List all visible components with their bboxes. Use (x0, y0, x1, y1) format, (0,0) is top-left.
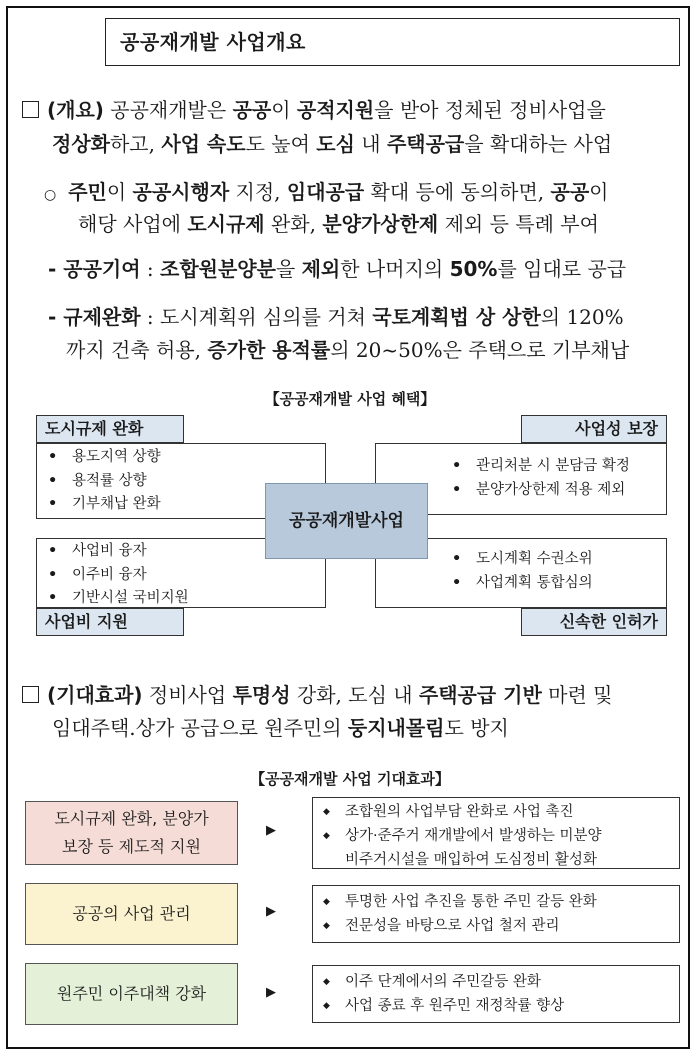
list-item: • 관리처분 시 분담금 확정 (452, 455, 630, 479)
overview-line-1: (개요) 공공재개발은 공공이 공적지원을 받아 정체된 정비사업을 (22, 93, 606, 127)
label-fast-permit: 신속한 인허가 (521, 608, 667, 636)
list-item: • 용적률 상향 (48, 470, 161, 494)
list-item: ◆ 조합원의 사업부담 완화로 사업 촉진 (321, 800, 673, 824)
effect-detail-institutional (312, 797, 680, 869)
benefits-caption: 【공공재개발 사업 혜택】 (264, 390, 436, 408)
effect-label-relocation: 원주민 이주대책 강화 (25, 963, 238, 1025)
overview-line-2: 정상화하고, 사업 속도도 높여 도심 내 주택공급을 확대하는 사업 (52, 132, 613, 156)
list-item-continuation: 비주거시설을 매입하여 도심정비 활성화 (345, 852, 597, 868)
list-item: ◆ 상가·준주거 재개발에서 발생하는 미분양 (321, 824, 673, 848)
effect-label-line: 보장 등 제도적 지원 (62, 837, 201, 856)
arrow-right-icon: ▶ (266, 985, 276, 1000)
list-item: • 분양가상한제 적용 제외 (452, 479, 630, 503)
tl-list (48, 446, 161, 517)
list-item: ◆ 전문성을 바탕으로 사업 철저 관리 (321, 914, 673, 938)
label-urban-deregulation: 도시규제 완화 (36, 415, 184, 443)
effect-detail-public-management (312, 885, 680, 943)
deregulation-line-1: - 규제완화 : 도시계획위 심의를 거쳐 국토계획법 상 상한의 120% (48, 305, 624, 329)
list-item: • 사업계획 통합심의 (452, 572, 593, 596)
arrow-right-icon: ▶ (266, 823, 276, 838)
bl-list (48, 540, 189, 611)
effect-label-public-management: 공공의 사업 관리 (25, 883, 238, 945)
circle-bullet-icon: ○ (44, 187, 57, 203)
list-item: ◆ 투명한 사업 추진을 통한 주민 갈등 완화 (321, 890, 673, 914)
list-item: ◆ 사업 종료 후 원주민 재정착률 향상 (321, 994, 673, 1018)
list-item: • 도시계획 수권소위 (452, 548, 593, 572)
deregulation-line-2: 까지 건축 허용, 증가한 용적률의 20~50%은 주택으로 기부채납 (66, 338, 630, 362)
list-item: • 기반시설 국비지원 (48, 587, 189, 611)
expected-caption: 【공공재개발 사업 기대효과】 (250, 770, 450, 788)
tr-list (452, 455, 630, 502)
list-item: • 이주비 융자 (48, 564, 189, 588)
label-project-cost-support: 사업비 지원 (36, 608, 184, 636)
list-item: ◆ 이주 단계에서의 주민갈등 완화 (321, 970, 673, 994)
checkbox-square-icon (22, 686, 39, 703)
arrow-right-icon: ▶ (266, 904, 276, 919)
effect-label-line: 도시규제 완화, 분양가 (54, 809, 209, 828)
list-item: • 용도지역 상향 (48, 446, 161, 470)
effect-detail-relocation (312, 965, 680, 1023)
checkbox-square-icon (22, 101, 39, 118)
br-list (452, 548, 593, 595)
list-item: • 사업비 융자 (48, 540, 189, 564)
label-profitability-guarantee: 사업성 보장 (521, 415, 667, 443)
public-contribution-line: - 공공기여 : 조합원분양분을 제외한 나머지의 50%를 임대로 공급 (48, 257, 627, 281)
overview-sub-line-1: ○ 주민이 공공시행자 지정, 임대공급 확대 등에 동의하면, 공공이 (44, 180, 609, 204)
expected-line-2: 임대주택.상가 공급으로 원주민의 둥지내몰림도 방지 (52, 716, 509, 740)
expected-line-1: (기대효과) 정비사업 투명성 강화, 도심 내 주택공급 기반 마련 및 (22, 678, 613, 712)
page-title: 공공재개발 사업개요 (105, 18, 680, 66)
list-item: • 기부채납 완화 (48, 493, 161, 517)
center-project-box: 공공재개발사업 (265, 483, 428, 559)
overview-sub-line-2: 해당 사업에 도시규제 완화, 분양가상한제 제외 등 특례 부여 (78, 212, 599, 236)
effect-label-institutional (25, 801, 238, 865)
